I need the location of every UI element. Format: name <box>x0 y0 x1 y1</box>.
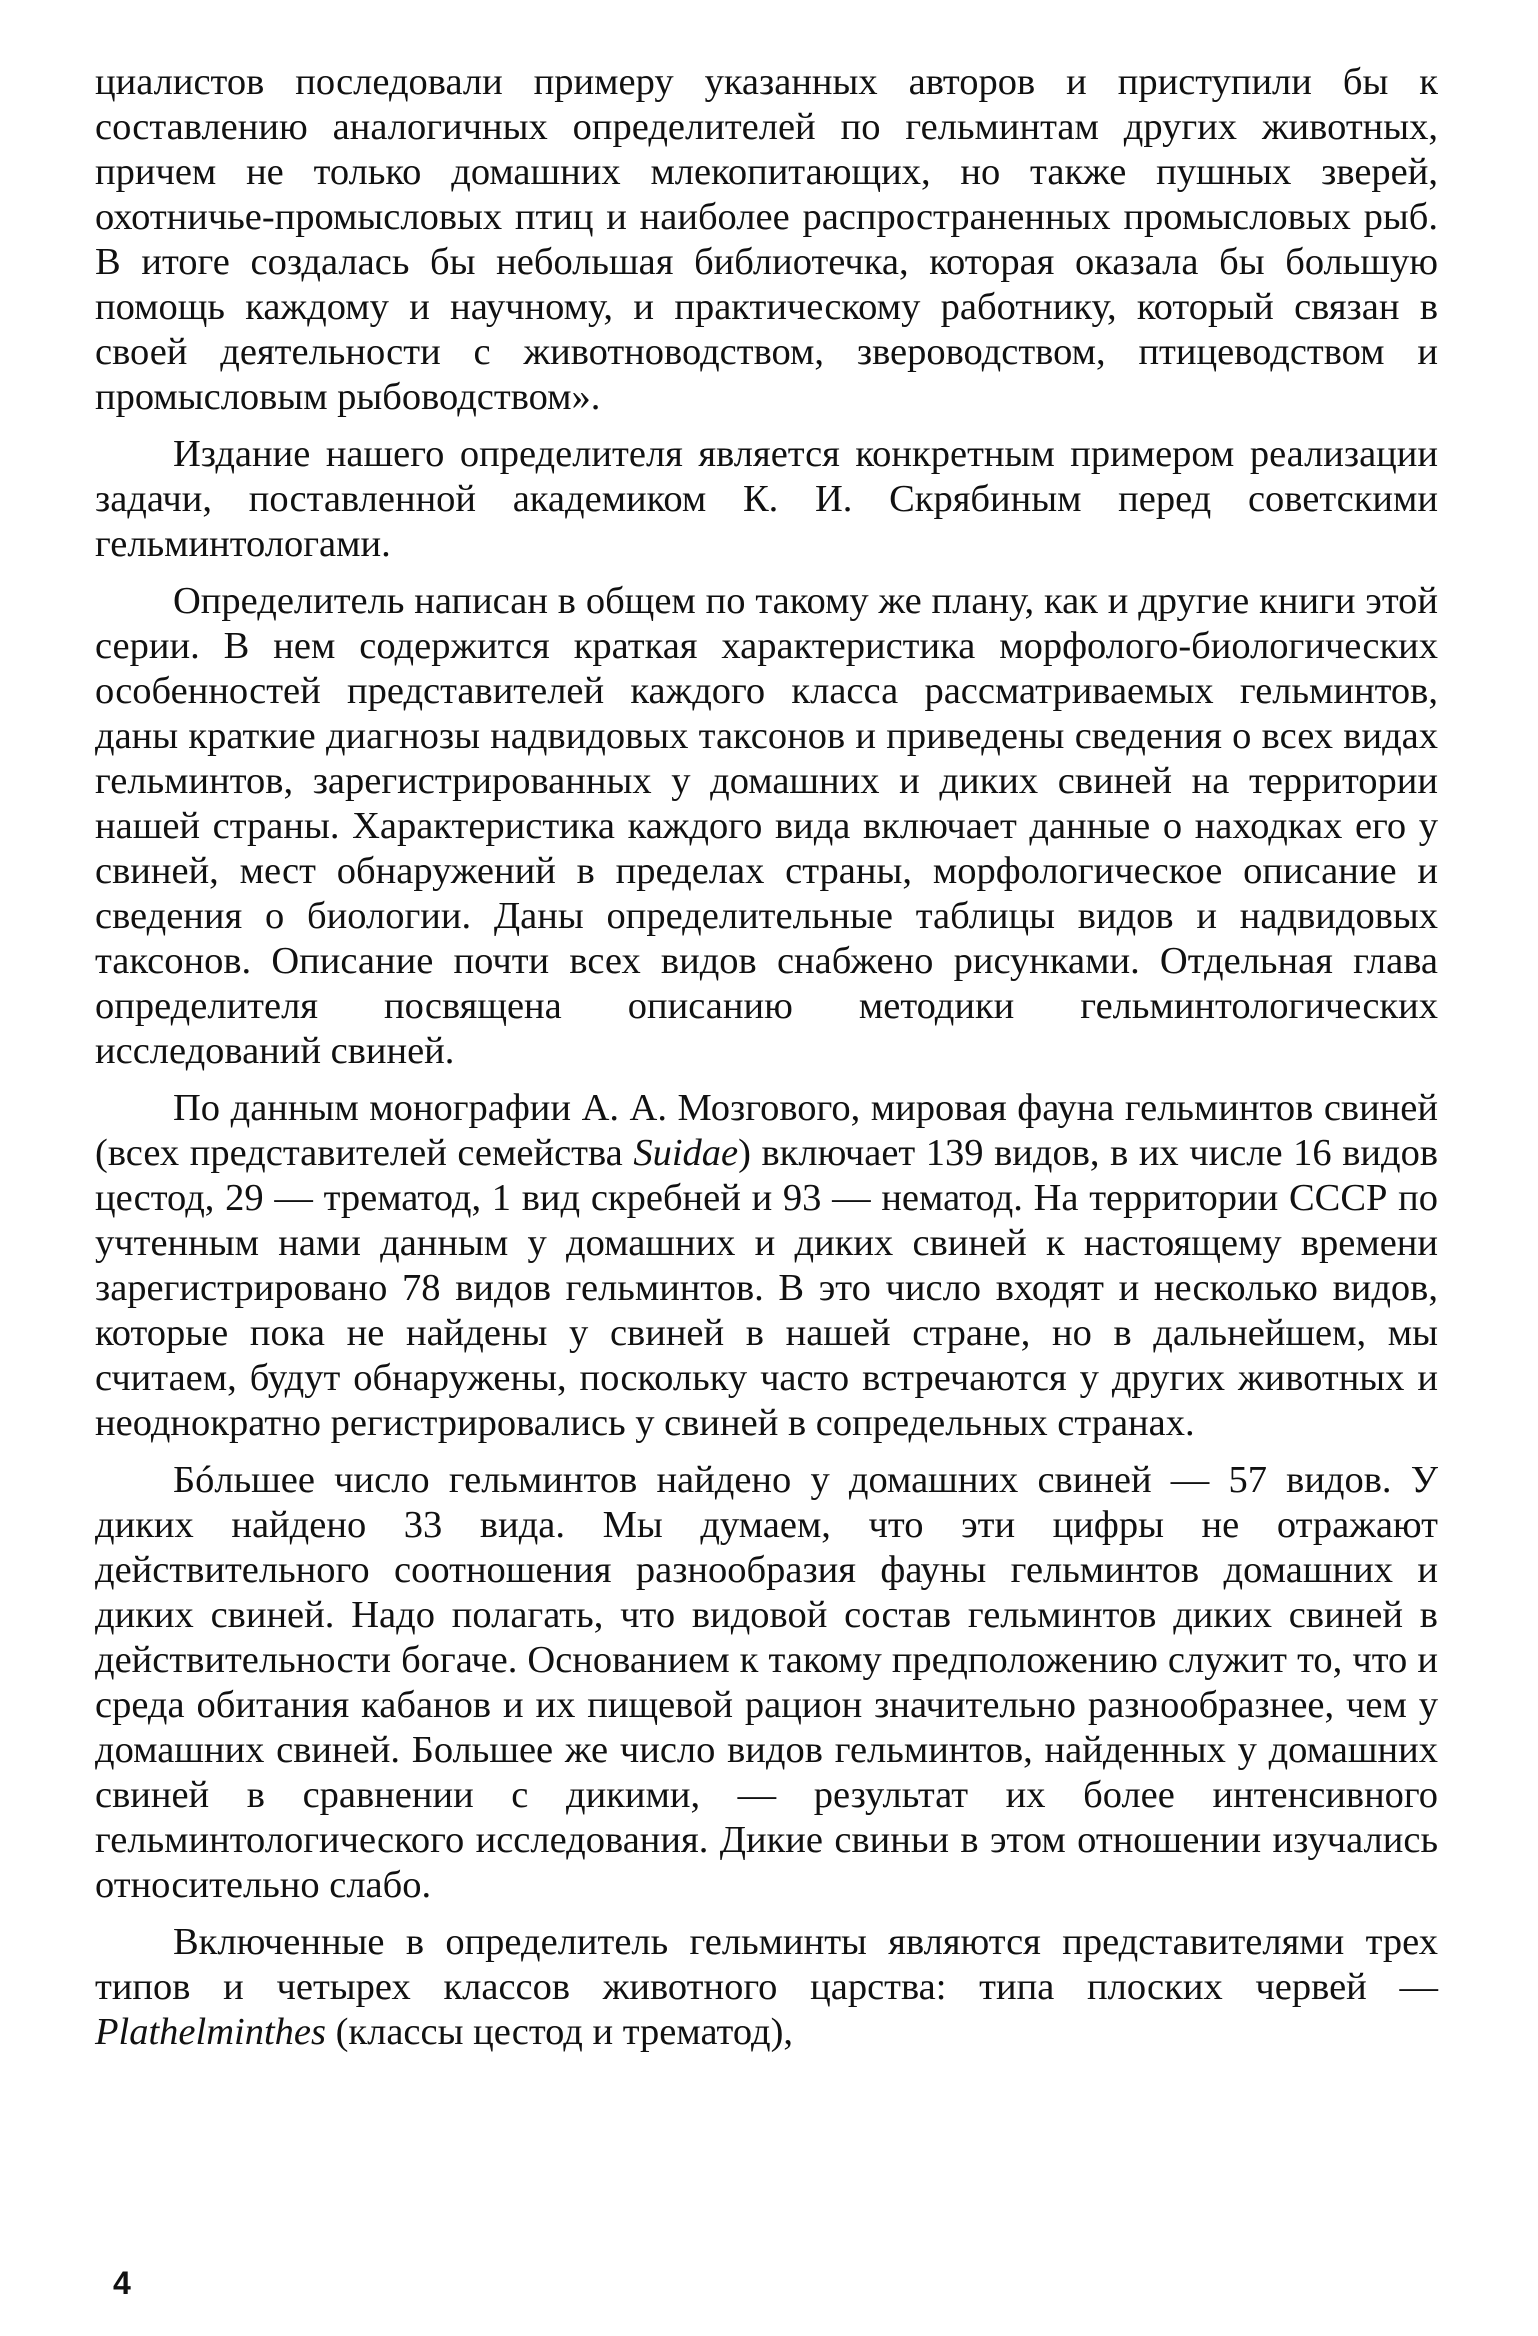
paragraph-fauna <box>95 1086 1438 1446</box>
paragraph-types-part-1: Включенные в определитель гельминты являются представителями трех типов и четырех классов животного царства: типа плоских червей — <box>95 1921 1438 2008</box>
paragraph-fauna-part-1: По данным монографии А. А. Мозгового, мировая фауна гельминтов свиней (всех представителей семейства <box>95 1087 1438 1174</box>
page-number: 4 <box>113 2265 131 2301</box>
paragraph-fauna-part-2: ) включает 139 видов, в их числе 16 видов цестод, 29 — трематод, 1 вид скребней и 93 — нематод. На территории СССР по учтенным нами данным у домашних и диких свиней к настоящему времени зарегистрировано 78 видов гельминтов. В это число входят и несколько видов, которые пока не найдены у свиней в нашей стране, но в дальнейшем, мы считаем, будут обнаружены, поскольку часто встречаются у других животных и неоднократно регистрировались у свиней в сопредельных странах. <box>95 1132 1438 1444</box>
paragraph-continuation: циалистов последовали примеру указанных авторов и приступили бы к составлению аналогичных определителей по гельминтам других животных, причем не только домашних млекопитающих, но также пушных зверей, охотничье-промысловых птиц и наиболее распространенных промысловых рыб. В итоге создалась бы небольшая библиотечка, которая оказала бы большую помощь каждому и научному, и практическому работнику, который связан в своей деятельности с животноводством, звероводством, птицеводством и промысловым рыбоводством». <box>95 61 1438 418</box>
taxon-suidae: Suidae <box>633 1132 739 1174</box>
taxon-plathelminthes: Plathelminthes <box>95 2011 326 2053</box>
paragraph-edition: Издание нашего определителя является конкретным примером реализации задачи, поставленной академиком К. И. Скрябиным перед советскими гельминтологами. <box>95 433 1438 565</box>
paragraph-types-part-2: (классы цестод и трематод), <box>325 2011 794 2053</box>
paragraph-counts: Бóльшее число гельминтов найдено у домашних свиней — 57 видов. У диких найдено 33 вида. Мы думаем, что эти цифры не отражают действительного соотношения разнообразия фауны гельминтов домашних и диких свиней. Надо полагать, что видовой состав гельминтов диких свиней в действительности богаче. Основанием к такому предположению служит то, что и среда обитания кабанов и их пищевой рацион значительно разнообразнее, чем у домашних свиней. Большее же число видов гельминтов, найденных у домашних свиней в сравнении с дикими, — результат их более интенсивного гельминтологического исследования. Дикие свиньи в этом отношении изучались относительно слабо. <box>95 1459 1438 1906</box>
paragraph-types <box>95 1920 1438 2055</box>
paragraph-structure: Определитель написан в общем по такому же плану, как и другие книги этой серии. В нем содержится краткая характеристика морфолого-биологических особенностей представителей каждого класса рассматриваемых гельминтов, даны краткие диагнозы надвидовых таксонов и приведены сведения о всех видах гельминтов, зарегистрированных у домашних и диких свиней на территории нашей страны. Характеристика каждого вида включает данные о находках его у свиней, мест обнаружений в пределах страны, морфологическое описание и сведения о биологии. Даны определительные таблицы видов и надвидовых таксонов. Описание почти всех видов снабжено рисунками. Отдельная глава определителя посвящена описанию методики гельминтологических исследований свиней. <box>95 580 1438 1072</box>
